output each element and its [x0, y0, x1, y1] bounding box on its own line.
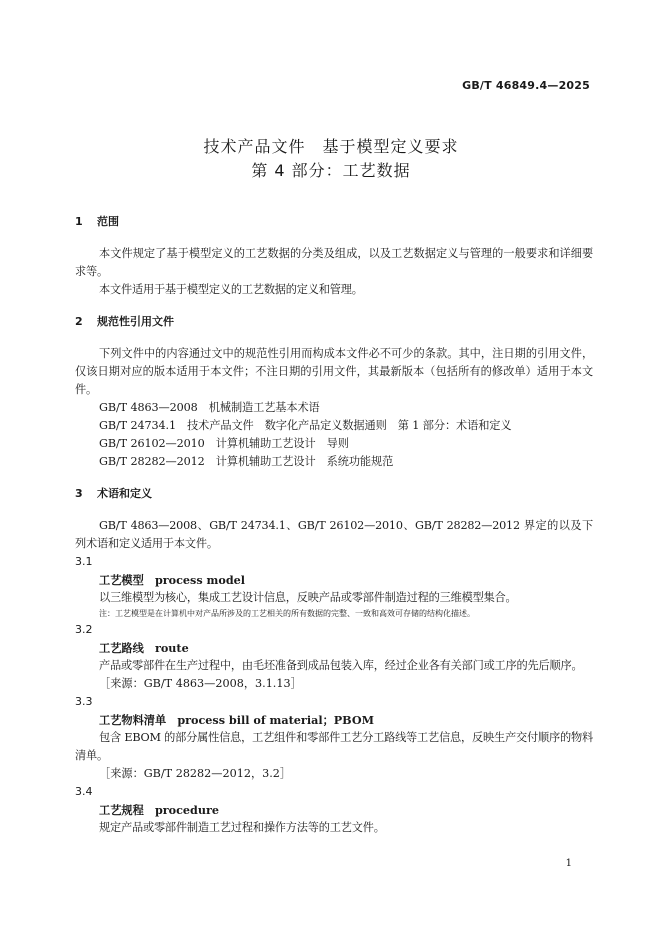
scope-paragraph-1: 本文件规定了基于模型定义的工艺数据的分类及组成，以及工艺数据定义与管理的一般要求和详细要求等。: [75, 247, 593, 278]
section-number: 2: [75, 315, 83, 328]
term-name: 工艺路线 route: [99, 641, 189, 655]
term-source: ［来源：GB/T 4863—2008，3.1.13］: [99, 677, 302, 690]
reference-item: GB/T 24734.1 技术产品文件 数字化产品定义数据通则 第 1 部分：术语和定义: [99, 419, 512, 432]
reference-item: GB/T 4863—2008 机械制造工艺基本术语: [99, 401, 320, 414]
section-number: 1: [75, 215, 83, 228]
reference-item: GB/T 28282—2012 计算机辅助工艺设计 系统功能规范: [99, 455, 394, 468]
standard-number: GB/T 46849.4—2025: [462, 79, 590, 92]
term-name: 工艺规程 procedure: [99, 803, 220, 817]
page-number: 1: [565, 858, 572, 869]
term-number: 3.4: [75, 785, 93, 798]
term-note: 注：工艺模型是在计算机中对产品所涉及的工艺相关的所有数据的完整、一致和高效可存储的结构化描述。: [99, 609, 475, 618]
section-title: 范围: [97, 215, 119, 228]
section-heading-normative-references: [75, 313, 593, 331]
term-definition: 规定产品或零部件制造工艺过程和操作方法等的工艺文件。: [99, 821, 385, 834]
term-definition: 以三维模型为核心，集成工艺设计信息，反映产品或零部件制造过程的三维模型集合。: [99, 591, 517, 604]
document-body: [75, 213, 593, 837]
references-paragraph: 下列文件中的内容通过文中的规范性引用而构成本文件必不可少的条款。其中，注日期的引用文件，仅该日期对应的版本适用于本文件；不注日期的引用文件，其最新版本（包括所有的修改单）适用于本文件。: [75, 347, 593, 396]
term-number: 3.1: [75, 555, 93, 568]
term-source: ［来源：GB/T 28282—2012，3.2］: [99, 767, 292, 780]
terms-paragraph: GB/T 4863—2008、GB/T 24734.1、GB/T 26102—2010、GB/T 28282—2012 界定的以及下列术语和定义适用于本文件。: [75, 519, 593, 550]
title-part: 第 4 部分：工艺数据: [251, 161, 411, 180]
term-definition: 产品或零部件在生产过程中，由毛坯准备到成品包装入库，经过企业各有关部门或工序的先后顺序。: [99, 659, 583, 672]
section-heading-terms: [75, 485, 593, 503]
section-heading-scope: [75, 213, 593, 231]
term-name: 工艺模型 process model: [99, 573, 246, 587]
section-number: 3: [75, 487, 83, 500]
term-name: 工艺物料清单 process bill of material；PBOM: [99, 713, 374, 727]
section-title: 术语和定义: [97, 487, 152, 500]
section-title: 规范性引用文件: [97, 315, 174, 328]
reference-item: GB/T 26102—2010 计算机辅助工艺设计 导则: [99, 437, 349, 450]
title-main: 技术产品文件 基于模型定义要求: [203, 137, 459, 156]
term-definition: 包含 EBOM 的部分属性信息，工艺组件和零部件工艺分工路线等工艺信息，反映生产交付顺序的物料清单。: [75, 731, 593, 762]
scope-paragraph-2: 本文件适用于基于模型定义的工艺数据的定义和管理。: [99, 283, 363, 296]
document-title: [0, 136, 662, 182]
term-number: 3.3: [75, 695, 93, 708]
term-number: 3.2: [75, 623, 93, 636]
